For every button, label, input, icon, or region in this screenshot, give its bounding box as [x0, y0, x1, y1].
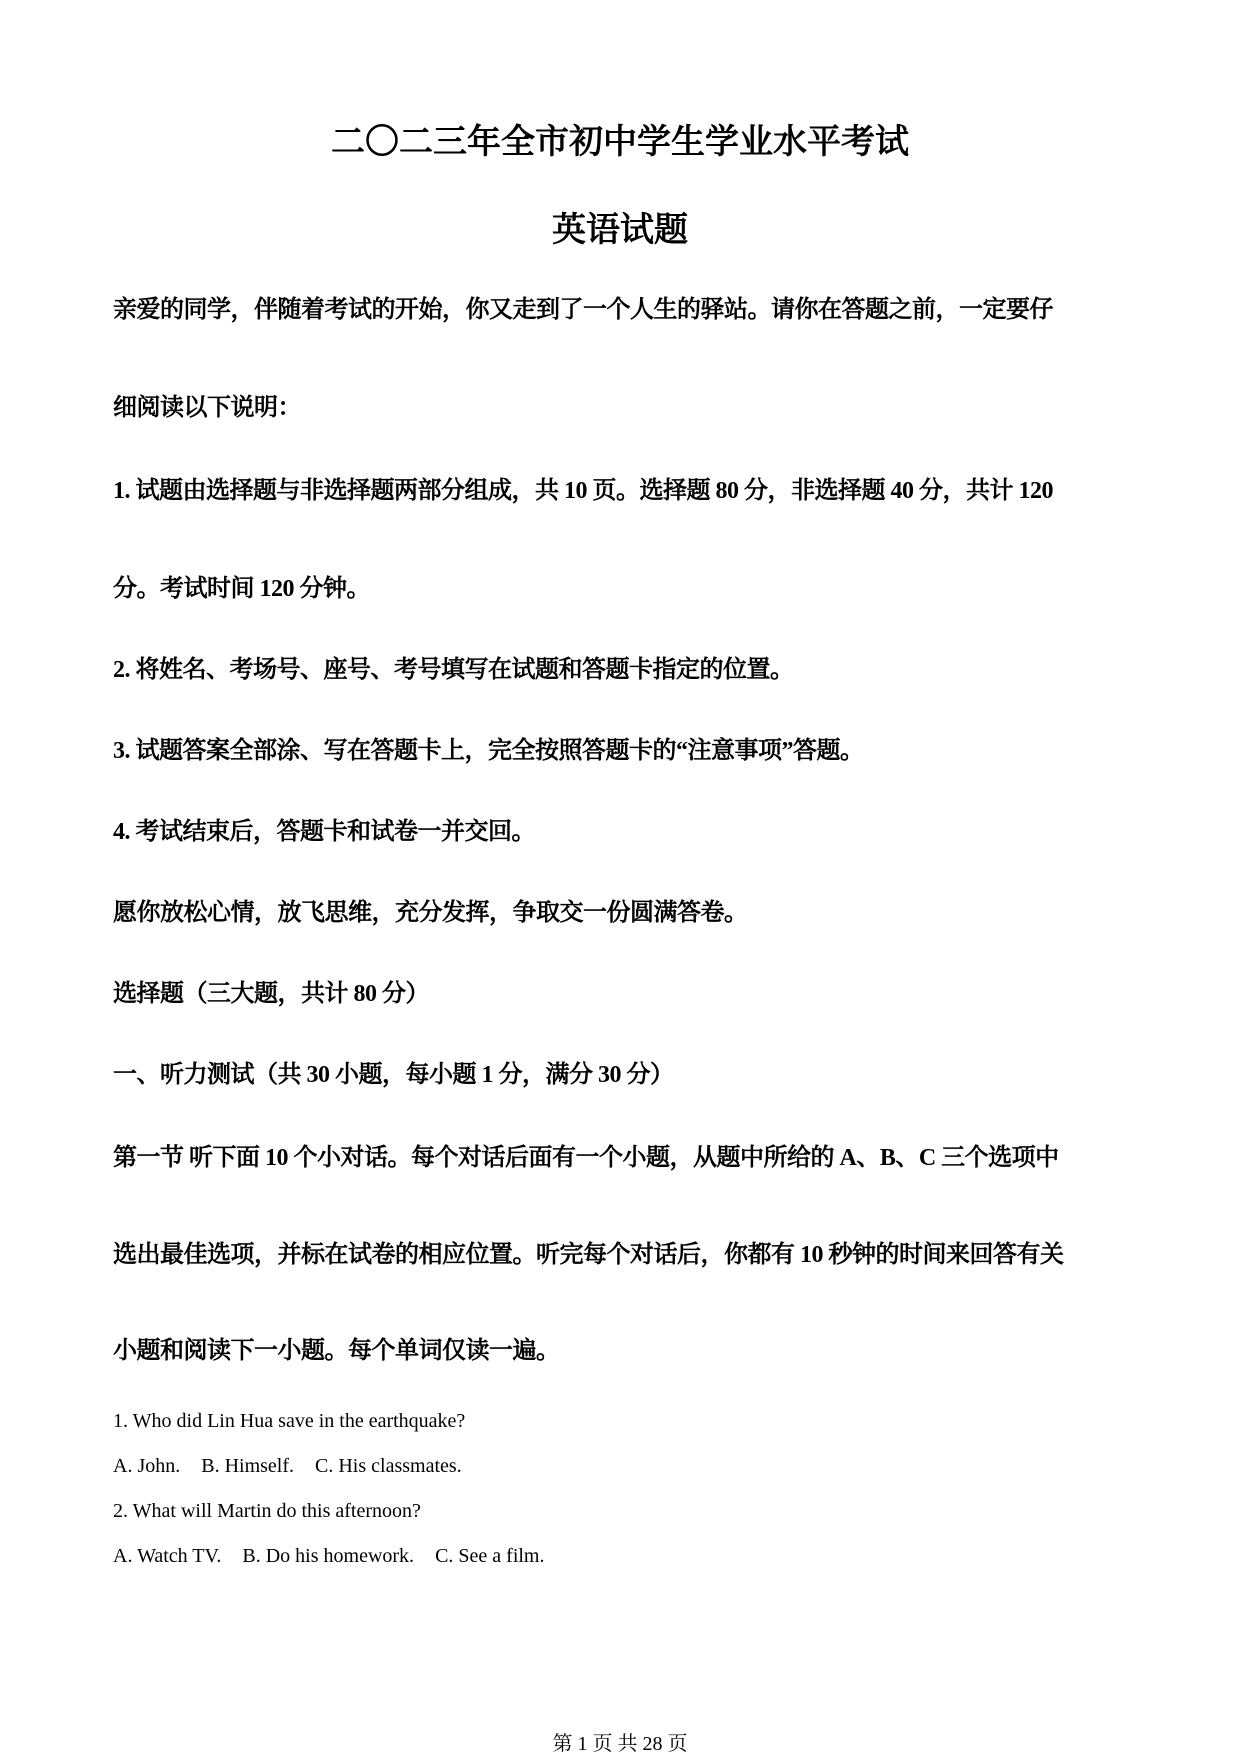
instruction-2: 2. 将姓名、考场号、座号、考号填写在试题和答题卡指定的位置。 — [113, 657, 794, 683]
subsection-line-3: 小题和阅读下一小题。每个单词仅读一遍。 — [113, 1338, 560, 1364]
instruction-1-line-1: 1. 试题由选择题与非选择题两部分组成，共 10 页。选择题 80 分，非选择题 40 分，共计 120 — [113, 478, 1053, 504]
section-header: 选择题（三大题，共计 80 分） — [113, 981, 429, 1007]
exam-title: 二〇二三年全市初中学生学业水平考试 — [331, 122, 909, 162]
intro-line-1: 亲爱的同学，伴随着考试的开始，你又走到了一个人生的驿站。请你在答题之前，一定要仔 — [113, 297, 1053, 323]
question-1-stem: 1. Who did Lin Hua save in the earthquake? — [113, 1410, 466, 1432]
instruction-3: 3. 试题答案全部涂、写在答题卡上，完全按照答题卡的“注意事项”答题。 — [113, 738, 864, 764]
part-header: 一、听力测试（共 30 小题，每小题 1 分，满分 30 分） — [113, 1062, 674, 1088]
wish-text: 愿你放松心情，放飞思维，充分发挥，争取交一份圆满答卷。 — [113, 900, 748, 926]
question-1-option-a: A. John. — [113, 1455, 181, 1477]
instruction-1-line-2: 分。考试时间 120 分钟。 — [113, 576, 370, 602]
instruction-4: 4. 考试结束后，答题卡和试卷一并交回。 — [113, 819, 535, 845]
question-1-option-c: C. His classmates. — [315, 1455, 462, 1477]
exam-subtitle: 英语试题 — [552, 210, 688, 250]
subsection-line-1: 第一节 听下面 10 个小对话。每个对话后面有一个小题，从题中所给的 A、B、C 三个选项中 — [113, 1145, 1059, 1171]
question-2-option-a: A. Watch TV. — [113, 1545, 222, 1567]
question-2-option-b: B. Do his homework. — [242, 1545, 415, 1567]
question-2-stem: 2. What will Martin do this afternoon? — [113, 1500, 421, 1522]
question-1-option-b: B. Himself. — [201, 1455, 295, 1477]
page-indicator: 第 1 页 共 28 页 — [552, 1733, 688, 1755]
intro-line-2: 细阅读以下说明： — [113, 395, 301, 421]
question-1-options — [113, 1454, 462, 1478]
question-2-option-c: C. See a film. — [435, 1545, 545, 1567]
subsection-line-2: 选出最佳选项，并标在试卷的相应位置。听完每个对话后，你都有 10 秒钟的时间来回答有关 — [113, 1242, 1064, 1268]
question-2-options — [113, 1544, 545, 1568]
